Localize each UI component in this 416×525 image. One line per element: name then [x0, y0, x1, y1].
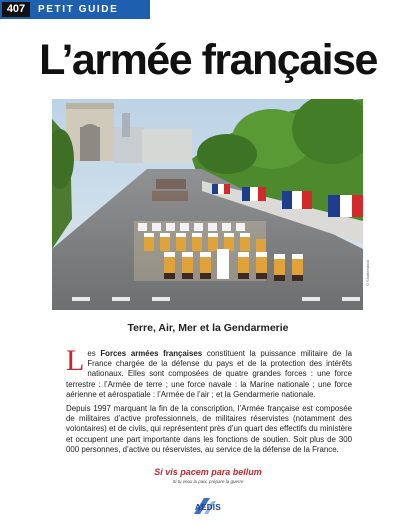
photo-credit: © Shutterstock	[365, 259, 370, 286]
intro-text	[66, 344, 352, 459]
series-banner	[0, 0, 150, 19]
paragraph-1-rest: constituent la puissance militaire de la France chargée de la défense du pays et de la protection des intérêts nationaux. Elles sont composées de quatre grandes forces : une force terrestre : l’Armée de terre ; une force navale : la Marine nationale ; une force aérienne et aérospatiale : l’Armée de l’air ; et la Gendarmerie nationale.	[66, 349, 352, 399]
paragraph-1	[66, 344, 352, 400]
cover-photo	[52, 99, 363, 310]
paragraph-1-start: es	[87, 349, 101, 358]
page-title: L’armée française	[39, 36, 377, 84]
guide-number: 407	[2, 2, 30, 17]
motto-translation: Si tu veux la paix, prépare la guerre	[172, 479, 244, 484]
publisher-name: AEDIS	[195, 503, 221, 512]
publisher-logo	[190, 496, 226, 516]
drop-cap: L	[66, 344, 85, 377]
forces-name: Forces armées françaises	[100, 349, 203, 358]
paragraph-2: Depuis 1997 marquant la fin de la conscription, l’Armée française est composée de militaires d’active professionnels, de militaires réservistes (notamment des volontaires) et de civils, qui représentent près d’un quart des effectifs du ministère et occupent une part importante dans les fonctions de soutien. Soit plus de 300 000 personnes, d’active ou réservistes, au service de la défense de la France.	[66, 404, 352, 454]
motto: Si vis pacem para bellum	[154, 467, 262, 477]
subtitle: Terre, Air, Mer et la Gendarmerie	[127, 322, 289, 334]
series-name: PETIT GUIDE	[38, 4, 119, 15]
